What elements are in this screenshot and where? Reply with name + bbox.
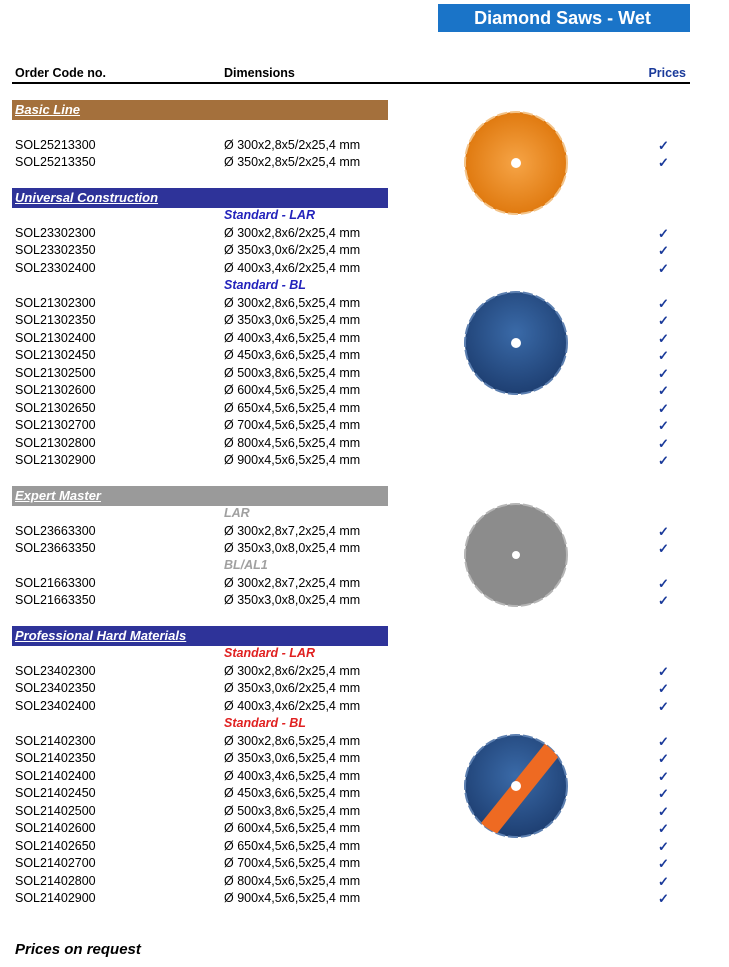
table-row (0, 663, 690, 680)
dimensions: Ø 650x4,5x6,5x25,4 mm (224, 400, 361, 415)
blade-image-basic-line (463, 110, 569, 216)
section-header (12, 626, 388, 646)
check-icon: ✓ (658, 524, 669, 539)
check-icon: ✓ (658, 453, 669, 469)
order-code: SOL23302300 (15, 226, 96, 240)
order-code: SOL21402500 (15, 803, 96, 818)
check-icon: ✓ (658, 243, 669, 259)
table-row (0, 452, 690, 469)
order-code: SOL23402350 (15, 681, 96, 696)
subsection-label: Standard - LAR (224, 646, 315, 660)
table-row (0, 575, 690, 592)
table-row (0, 400, 690, 417)
order-code: SOL21302450 (15, 348, 96, 363)
order-code: SOL21302400 (15, 330, 96, 345)
section-header (12, 486, 388, 506)
dimensions: Ø 300x2,8x6/2x25,4 mm (224, 226, 361, 240)
check-icon: ✓ (658, 400, 669, 416)
dimensions: Ø 600x4,5x6,5x25,4 mm (224, 821, 361, 836)
check-icon: ✓ (658, 838, 669, 854)
order-code: SOL23402400 (15, 698, 96, 713)
table-row (0, 154, 690, 171)
dimensions: Ø 500x3,8x6,5x25,4 mm (224, 365, 361, 380)
order-code: SOL21302800 (15, 435, 96, 450)
dimensions: Ø 300x2,8x6/2x25,4 mm (224, 664, 361, 678)
order-code: SOL21302300 (15, 296, 96, 310)
check-icon: ✓ (658, 138, 669, 153)
order-code: SOL21402800 (15, 873, 96, 888)
table-row (0, 382, 690, 399)
dimensions: Ø 600x4,5x6,5x25,4 mm (224, 383, 361, 398)
check-icon: ✓ (658, 873, 669, 889)
check-icon: ✓ (658, 768, 669, 784)
table-row (0, 417, 690, 434)
dimensions: Ø 350x3,0x6/2x25,4 mm (224, 681, 361, 696)
section-title: Professional Hard Materials (15, 628, 187, 643)
order-code: SOL21302350 (15, 313, 96, 328)
dimensions: Ø 350x3,0x8,0x25,4 mm (224, 593, 361, 608)
table-row (0, 225, 690, 242)
page-title: Diamond Saws - Wet (474, 8, 651, 28)
dimensions: Ø 500x3,8x6,5x25,4 mm (224, 803, 361, 818)
dimensions: Ø 350x3,0x8,0x25,4 mm (224, 541, 361, 556)
check-icon: ✓ (658, 891, 669, 907)
check-icon: ✓ (658, 751, 669, 767)
order-code: SOL23402300 (15, 664, 96, 678)
table-row (0, 680, 690, 697)
check-icon: ✓ (658, 435, 669, 451)
section-header (12, 188, 388, 208)
dimensions: Ø 400x3,4x6,5x25,4 mm (224, 768, 361, 783)
dimensions: Ø 350x3,0x6/2x25,4 mm (224, 243, 361, 258)
check-icon: ✓ (658, 260, 669, 276)
order-code: SOL21402450 (15, 786, 96, 801)
order-code: SOL21402400 (15, 768, 96, 783)
check-icon: ✓ (658, 330, 669, 346)
check-icon: ✓ (658, 856, 669, 872)
dimensions: Ø 350x2,8x5/2x25,4 mm (224, 155, 361, 170)
table-row (0, 365, 690, 382)
order-code: SOL21402650 (15, 838, 96, 853)
dimensions: Ø 400x3,4x6/2x25,4 mm (224, 260, 361, 275)
table-row (0, 803, 690, 820)
order-code: SOL21302700 (15, 418, 96, 433)
order-code: SOL25213300 (15, 138, 96, 152)
subsection-label: Standard - BL (224, 716, 306, 730)
order-code: SOL25213350 (15, 155, 96, 170)
dimensions: Ø 350x3,0x6,5x25,4 mm (224, 751, 361, 766)
order-code: SOL23663300 (15, 524, 96, 538)
table-row (0, 820, 690, 837)
table-row (0, 242, 690, 259)
dimensions: Ø 800x4,5x6,5x25,4 mm (224, 435, 361, 450)
check-icon: ✓ (658, 681, 669, 697)
table-row (0, 347, 690, 364)
section-title: Universal Construction (15, 190, 159, 205)
table-row (0, 435, 690, 452)
table-row (0, 592, 690, 609)
section-title: Expert Master (15, 488, 101, 503)
order-code: SOL23302350 (15, 243, 96, 258)
table-row (0, 873, 690, 890)
check-icon: ✓ (658, 365, 669, 381)
check-icon: ✓ (658, 786, 669, 802)
dimensions: Ø 300x2,8x6,5x25,4 mm (224, 296, 361, 310)
table-row (0, 733, 690, 750)
order-code: SOL21663350 (15, 593, 96, 608)
order-code: SOL21302650 (15, 400, 96, 415)
dimensions: Ø 450x3,6x6,5x25,4 mm (224, 786, 361, 801)
dimensions: Ø 450x3,6x6,5x25,4 mm (224, 348, 361, 363)
table-row (0, 750, 690, 767)
order-code: SOL21402900 (15, 891, 96, 906)
check-icon: ✓ (658, 313, 669, 329)
order-code: SOL23663350 (15, 541, 96, 556)
header-order-code: Order Code no. (15, 66, 106, 80)
subsection-label: Standard - LAR (224, 208, 315, 222)
table-row (0, 330, 690, 347)
table-row (0, 698, 690, 715)
section-header (12, 100, 388, 120)
dimensions: Ø 650x4,5x6,5x25,4 mm (224, 838, 361, 853)
dimensions: Ø 300x2,8x7,2x25,4 mm (224, 576, 361, 590)
table-row (0, 838, 690, 855)
table-row (0, 785, 690, 802)
order-code: SOL21663300 (15, 576, 96, 590)
table-row (0, 137, 690, 154)
dimensions: Ø 400x3,4x6/2x25,4 mm (224, 698, 361, 713)
order-code: SOL21302500 (15, 365, 96, 380)
dimensions: Ø 800x4,5x6,5x25,4 mm (224, 873, 361, 888)
footer-note: Prices on request (15, 941, 141, 958)
blade-image-universal (463, 290, 569, 396)
check-icon: ✓ (658, 821, 669, 837)
section-title: Basic Line (15, 102, 81, 117)
blade-image-professional (463, 733, 569, 839)
order-code: SOL21402300 (15, 734, 96, 748)
check-icon: ✓ (658, 734, 669, 749)
check-icon: ✓ (658, 155, 669, 171)
table-row (0, 523, 690, 540)
order-code: SOL21402600 (15, 821, 96, 836)
check-icon: ✓ (658, 296, 669, 311)
check-icon: ✓ (658, 383, 669, 399)
header-prices: Prices (648, 66, 686, 80)
subsection-label: BL/AL1 (224, 558, 268, 572)
table-row (0, 260, 690, 277)
order-code: SOL21402700 (15, 856, 96, 871)
table-row (0, 540, 690, 557)
check-icon: ✓ (658, 348, 669, 364)
dimensions: Ø 700x4,5x6,5x25,4 mm (224, 856, 361, 871)
dimensions: Ø 900x4,5x6,5x25,4 mm (224, 891, 361, 906)
table-row (0, 855, 690, 872)
check-icon: ✓ (658, 593, 669, 609)
check-icon: ✓ (658, 418, 669, 434)
table-row (0, 295, 690, 312)
order-code: SOL21302900 (15, 453, 96, 468)
dimensions: Ø 350x3,0x6,5x25,4 mm (224, 313, 361, 328)
subsection-label: LAR (224, 506, 250, 520)
check-icon: ✓ (658, 576, 669, 591)
check-icon: ✓ (658, 541, 669, 557)
order-code: SOL21402350 (15, 751, 96, 766)
dimensions: Ø 400x3,4x6,5x25,4 mm (224, 330, 361, 345)
dimensions: Ø 300x2,8x6,5x25,4 mm (224, 734, 361, 748)
order-code: SOL21302600 (15, 383, 96, 398)
check-icon: ✓ (658, 803, 669, 819)
dimensions: Ø 700x4,5x6,5x25,4 mm (224, 418, 361, 433)
header-dimensions: Dimensions (224, 66, 295, 80)
check-icon: ✓ (658, 698, 669, 714)
dimensions: Ø 300x2,8x7,2x25,4 mm (224, 524, 361, 538)
table-row (0, 890, 690, 907)
check-icon: ✓ (658, 226, 669, 241)
check-icon: ✓ (658, 664, 669, 679)
table-row (0, 312, 690, 329)
dimensions: Ø 900x4,5x6,5x25,4 mm (224, 453, 361, 468)
table-header (12, 62, 690, 84)
table-row (0, 768, 690, 785)
subsection-label: Standard - BL (224, 278, 306, 292)
blade-image-expert-master (463, 502, 569, 608)
order-code: SOL23302400 (15, 260, 96, 275)
dimensions: Ø 300x2,8x5/2x25,4 mm (224, 138, 361, 152)
